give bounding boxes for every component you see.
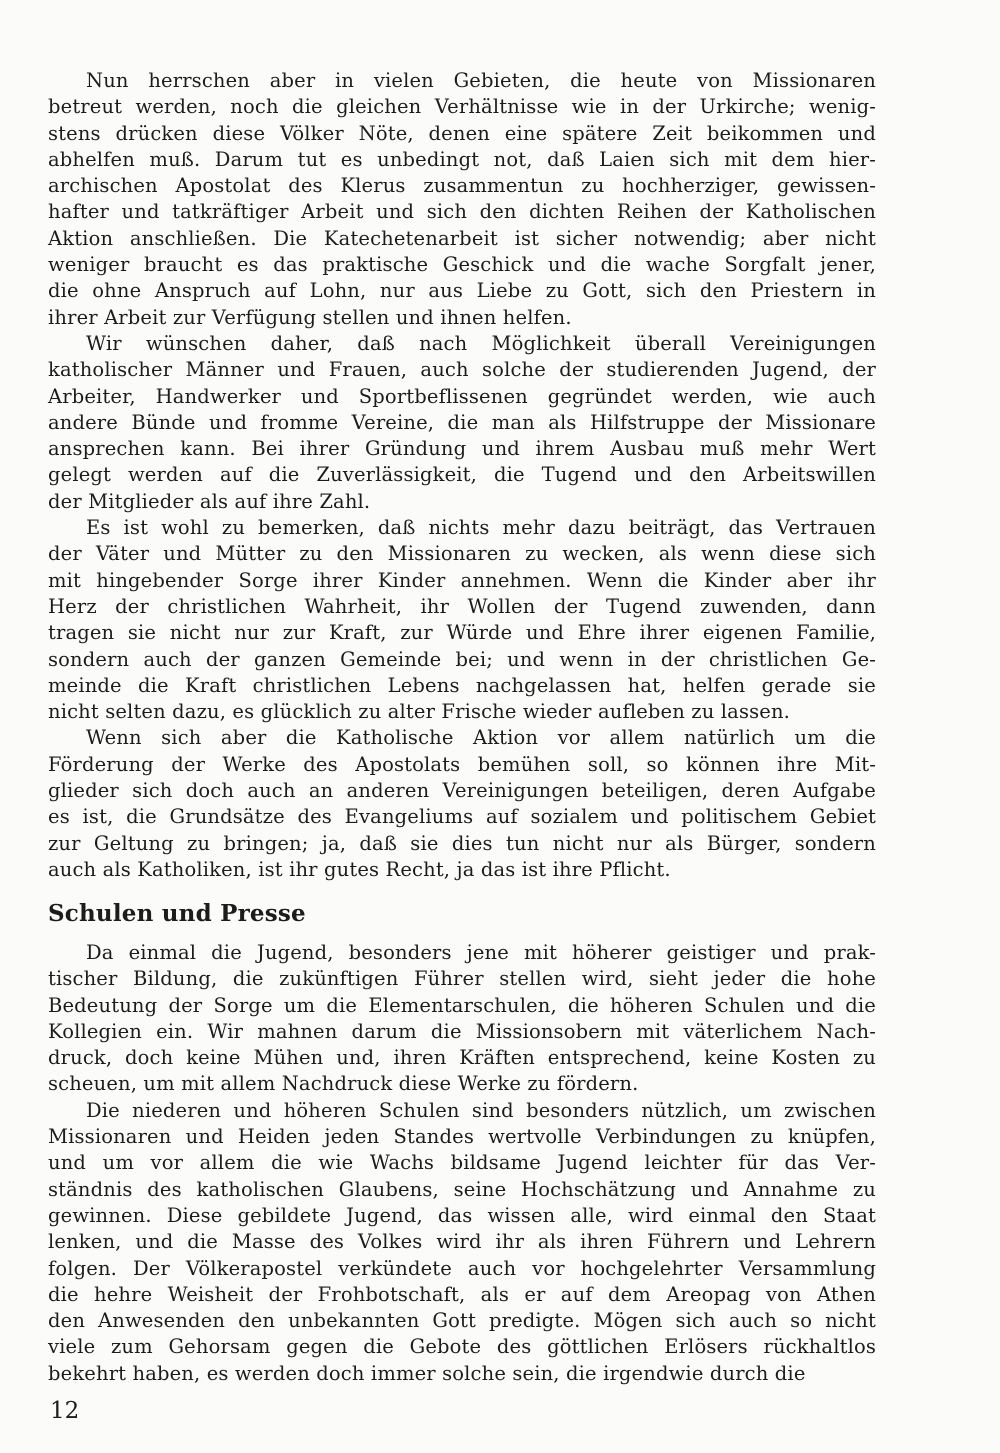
text-line: ansprechen kann. Bei ihrer Gründung und ihrem Ausbau muß mehr Wert — [48, 437, 876, 461]
text-line: Wir wünschen daher, daß nach Möglichkeit überall Vereinigungen — [86, 331, 876, 355]
section-2 — [48, 940, 876, 1387]
text-line: viele zum Gehorsam gegen die Gebote des göttlichen Erlösers rückhaltlos — [48, 1335, 876, 1359]
text-line: ihrer Arbeit zur Verfügung stellen und ihnen helfen. — [48, 305, 572, 329]
section-heading: Schulen und Presse — [48, 900, 306, 927]
text-line: stens drücken diese Völker Nöte, denen eine spätere Zeit beikommen und — [48, 121, 876, 145]
text-line: die hehre Weisheit der Frohbotschaft, als er auf dem Areopag von Athen — [48, 1282, 876, 1306]
text-line: Herz der christlichen Wahrheit, ihr Wollen der Tugend zuwenden, dann — [48, 594, 876, 618]
text-line: Bedeutung der Sorge um die Elementarschulen, die höheren Schulen und die — [48, 993, 876, 1017]
text-line: gewinnen. Diese gebildete Jugend, das wissen alle, wird einmal den Staat — [48, 1203, 876, 1227]
text-line: katholischer Männer und Frauen, auch solche der studierenden Jugend, der — [48, 358, 876, 382]
paragraph — [48, 1098, 876, 1387]
text-line: den Anwesenden den unbekannten Gott predigte. Mögen sich auch so nicht — [48, 1309, 876, 1333]
text-line: lenken, und die Masse des Volkes wird ihr als ihren Führern und Lehrern — [48, 1230, 876, 1254]
text-line: hafter und tatkräftiger Arbeit und sich den dichten Reihen der Katholischen — [48, 200, 876, 224]
text-line: ständnis des katholischen Glaubens, seine Hochschätzung und Annahme zu — [48, 1177, 876, 1201]
text-line: scheuen, um mit allem Nachdruck diese Werke zu fördern. — [48, 1072, 639, 1096]
section-1 — [48, 68, 876, 883]
text-line: archischen Apostolat des Klerus zusammentun zu hochherziger, gewissen- — [48, 174, 876, 198]
page-number: 12 — [50, 1398, 80, 1424]
text-line: auch als Katholiken, ist ihr gutes Recht, ja das ist ihre Pflicht. — [48, 857, 671, 881]
paragraph — [48, 725, 876, 883]
text-line: Nun herrschen aber in vielen Gebieten, die heute von Missionaren — [86, 69, 876, 92]
text-line: druck, doch keine Mühen und, ihren Kräften entsprechend, keine Kosten zu — [48, 1046, 876, 1070]
text-line: nicht selten dazu, es glücklich zu alter Frische wieder aufleben zu lassen. — [48, 700, 791, 724]
text-line: und um vor allem die wie Wachs bildsame Jugend leichter für das Ver- — [48, 1151, 876, 1175]
text-line: Da einmal die Jugend, besonders jene mit höherer geistiger und prak- — [86, 941, 876, 964]
text-line: Die niederen und höheren Schulen sind besonders nützlich, um zwischen — [86, 1098, 876, 1122]
text-line: glieder sich doch auch an anderen Vereinigungen beteiligen, deren Aufgabe — [48, 779, 876, 803]
text-line: meinde die Kraft christlichen Lebens nachgelassen hat, helfen gerade sie — [48, 673, 876, 697]
text-line: Kollegien ein. Wir mahnen darum die Missionsobern mit väterlichem Nach- — [48, 1019, 876, 1043]
paragraph — [48, 515, 876, 725]
text-line: abhelfen muß. Darum tut es unbedingt not, daß Laien sich mit dem hier- — [48, 147, 876, 171]
text-line: es ist, die Grundsätze des Evangeliums auf sozialem und politischem Gebiet — [48, 805, 876, 829]
text-line: Aktion anschließen. Die Katechetenarbeit ist sicher notwendig; aber nicht — [48, 226, 876, 250]
text-line: weniger braucht es das praktische Geschick und die wache Sorgfalt jener, — [48, 253, 876, 277]
text-line: Förderung der Werke des Apostolats bemühen soll, so können ihre Mit- — [48, 752, 876, 776]
text-line: Missionaren und Heiden jeden Standes wertvolle Verbindungen zu knüpfen, — [48, 1125, 876, 1149]
text-line: der Mitglieder als auf ihre Zahl. — [48, 489, 371, 513]
text-line: sondern auch der ganzen Gemeinde bei; und wenn in der christlichen Ge- — [48, 647, 876, 671]
paragraph — [48, 68, 876, 331]
paragraph — [48, 940, 876, 1098]
text-line: bekehrt haben, es werden doch immer solche sein, die irgendwie durch die — [48, 1361, 806, 1385]
text-line: der Väter und Mütter zu den Missionaren zu wecken, als wenn diese sich — [48, 542, 876, 566]
text-line: gelegt werden auf die Zuverlässigkeit, die Tugend und den Arbeitswillen — [48, 463, 876, 487]
section-2-body — [48, 940, 876, 1387]
text-line: die ohne Anspruch auf Lohn, nur aus Liebe zu Gott, sich den Priestern in — [48, 279, 876, 303]
text-line: mit hingebender Sorge ihrer Kinder annehmen. Wenn die Kinder aber ihr — [48, 568, 876, 592]
text-line: Arbeiter, Handwerker und Sportbeflissenen gegründet werden, wie auch — [48, 384, 876, 408]
text-line: betreut werden, noch die gleichen Verhältnisse wie in der Urkirche; wenig- — [48, 95, 876, 119]
paragraph — [48, 331, 876, 515]
text-line: tischer Bildung, die zukünftigen Führer stellen wird, sieht jeder die hohe — [48, 967, 876, 991]
text-line: Wenn sich aber die Katholische Aktion vor allem natürlich um die — [86, 726, 876, 750]
text-line: andere Bünde und fromme Vereine, die man als Hilfstruppe der Missionare — [48, 410, 876, 434]
text-line: folgen. Der Völkerapostel verkündete auch vor hochgelehrter Versammlung — [48, 1256, 876, 1280]
text-line: Es ist wohl zu bemerken, daß nichts mehr dazu beiträgt, das Vertrauen — [86, 516, 876, 540]
section-1-body — [48, 68, 876, 883]
text-line: tragen sie nicht nur zur Kraft, zur Würde und Ehre ihrer eigenen Familie, — [48, 621, 876, 645]
text-line: zur Geltung zu bringen; ja, daß sie dies tun nicht nur als Bürger, sondern — [48, 831, 876, 855]
